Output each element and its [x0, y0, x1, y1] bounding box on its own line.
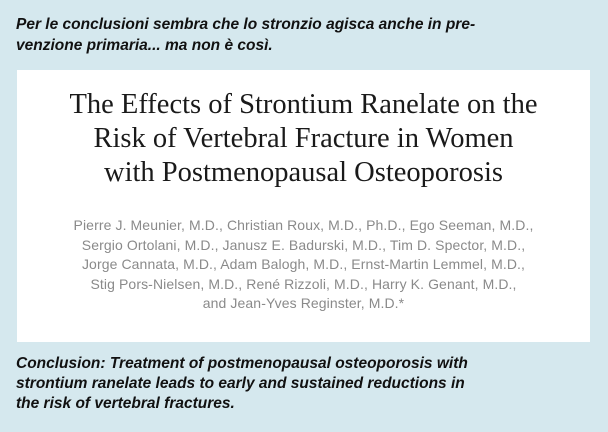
article-title-line: with Postmenopausal Osteoporosis [104, 157, 503, 188]
author-line: Pierre J. Meunier, M.D., Christian Roux, M.D., Ph.D., Ego Seeman, M.D., [73, 217, 534, 233]
article-title-line: The Effects of Strontium Ranelate on the [69, 89, 538, 120]
conclusion-line: strontium ranelate leads to early and sustained reductions in [16, 375, 465, 392]
author-line: Stig Pors-Nielsen, M.D., René Rizzoli, M.D., Harry K. Genant, M.D., [90, 275, 517, 292]
conclusion-line: Conclusion: Treatment of postmenopausal osteoporosis with [16, 355, 468, 372]
top-caption [16, 14, 594, 56]
top-caption-line: Per le conclusioni sembra che lo stronzio agisca anche in pre- [16, 16, 476, 33]
author-line: Jorge Cannata, M.D., Adam Balogh, M.D., Ernst-Martin Lemmel, M.D., [81, 256, 526, 272]
article-title-line: Risk of Vertebral Fracture in Women [93, 123, 514, 154]
author-list [17, 216, 590, 314]
conclusion-caption [16, 354, 596, 414]
article-title [17, 88, 590, 190]
author-line: and Jean-Yves Reginster, M.D.* [202, 295, 405, 311]
author-line: Sergio Ortolani, M.D., Janusz E. Badurski, M.D., Tim D. Spector, M.D., [81, 236, 526, 253]
conclusion-line: the risk of vertebral fractures. [16, 395, 235, 412]
top-caption-line: venzione primaria... ma non è così. [16, 37, 273, 54]
article-header-box [17, 70, 590, 342]
